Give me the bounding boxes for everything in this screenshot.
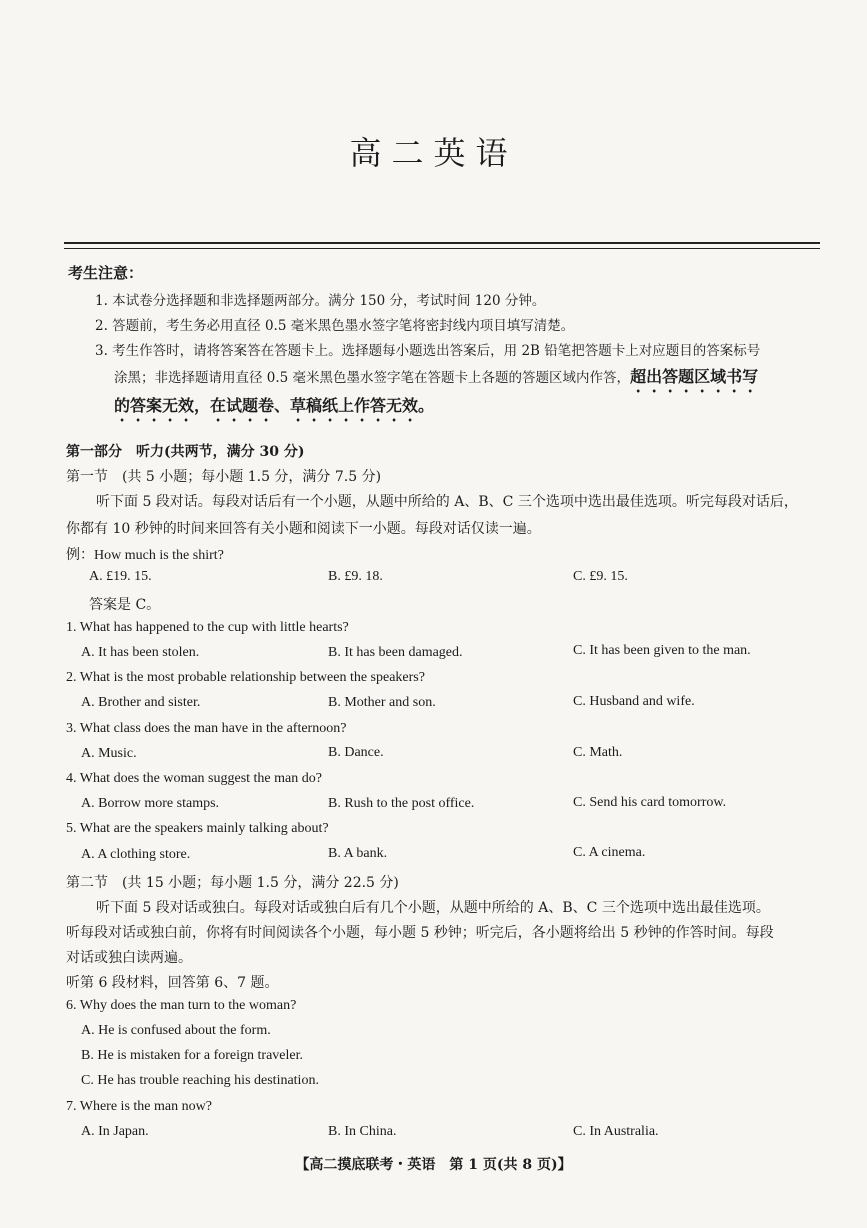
notice-item-3-line-1: 3. 考生作答时，请将答案答在答题卡上。选择题每小题选出答案后，用 2B 铅笔把答题卡上对应题目的答案标号 [95, 343, 761, 359]
question-6-option-c: C. He has trouble reaching his destination. [81, 1073, 319, 1088]
header-rule-thin [64, 248, 820, 249]
example-option-a: A. £19. 15. [89, 569, 152, 584]
section2-instructions-line-3: 对话或独白读两遍。 [66, 950, 192, 966]
question-3-option-a: A. Music. [81, 746, 137, 761]
question-5-option-a: A. A clothing store. [81, 847, 191, 862]
part1-heading: 第一部分 听力(共两节，满分 30 分) [66, 444, 305, 460]
question-7-option-b: B. In China. [328, 1124, 397, 1139]
question-1: 1. What has happened to the cup with little hearts? [66, 620, 349, 635]
page-footer: 【高二摸底联考・英语 第 1 页(共 8 页)】 [295, 1157, 572, 1173]
example-answer: 答案是 C。 [89, 597, 161, 613]
question-3: 3. What class does the man have in the afternoon? [66, 721, 347, 736]
section1-heading: 第一节 (共 5 小题；每小题 1.5 分，满分 7.5 分) [66, 469, 382, 485]
question-2-option-b: B. Mother and son. [328, 695, 436, 710]
question-6: 6. Why does the man turn to the woman? [66, 998, 297, 1013]
question-4-option-c: C. Send his card tomorrow. [573, 795, 727, 810]
question-4-option-a: A. Borrow more stamps. [81, 796, 220, 811]
example-question: 例：How much is the shirt? [66, 548, 224, 563]
question-2: 2. What is the most probable relationship between the speakers? [66, 670, 425, 685]
notice-item-3-line-3: 的答案无效，在试题卷、草稿纸上作答无效。 [114, 396, 435, 415]
question-6-option-b: B. He is mistaken for a foreign traveler. [81, 1048, 303, 1063]
material-6-heading: 听第 6 段材料，回答第 6、7 题。 [66, 975, 279, 991]
section2-heading: 第二节 (共 15 小题；每小题 1.5 分，满分 22.5 分) [66, 875, 399, 891]
page-title: 高二英语 [349, 134, 518, 172]
notice-item-2: 2. 答题前，考生务必用直径 0.5 毫米黑色墨水签字笔将密封线内项目填写清楚。 [95, 318, 575, 334]
section1-instructions-line-2: 你都有 10 秒钟的时间来回答有关小题和阅读下一小题。每段对话仅读一遍。 [66, 521, 541, 537]
question-5: 5. What are the speakers mainly talking about? [66, 821, 329, 836]
question-3-option-b: B. Dance. [328, 745, 384, 760]
question-1-option-b: B. It has been damaged. [328, 645, 463, 660]
question-6-option-a: A. He is confused about the form. [81, 1023, 271, 1038]
notice-item-3-line-2 [114, 364, 758, 396]
question-5-option-c: C. A cinema. [573, 845, 646, 860]
question-7-option-a: A. In Japan. [81, 1124, 149, 1139]
example-option-b: B. £9. 18. [328, 569, 383, 584]
question-3-option-c: C. Math. [573, 745, 623, 760]
section1-instructions-line-1: 听下面 5 段对话。每段对话后有一个小题，从题中所给的 A、B、C 三个选项中选出最佳选项。听完每段对话后， [96, 494, 798, 510]
question-7: 7. Where is the man now? [66, 1099, 212, 1114]
notice-heading: 考生注意： [68, 264, 144, 282]
question-1-option-a: A. It has been stolen. [81, 645, 200, 660]
notice-item-3-emphasis: 超出答题区域书写 [630, 367, 759, 386]
notice-item-1: 1. 本试卷分选择题和非选择题两部分。满分 150 分，考试时间 120 分钟。 [95, 293, 546, 309]
example-option-c: C. £9. 15. [573, 569, 628, 584]
question-4: 4. What does the woman suggest the man do? [66, 771, 322, 786]
section2-instructions-line-2: 听每段对话或独白前，你将有时间阅读各个小题，每小题 5 秒钟；听完后，各小题将给出 5 秒钟的作答时间。每段 [66, 925, 774, 941]
question-4-option-b: B. Rush to the post office. [328, 796, 475, 811]
question-1-option-c: C. It has been given to the man. [573, 643, 751, 658]
section2-instructions-line-1: 听下面 5 段对话或独白。每段对话或独白后有几个小题，从题中所给的 A、B、C 三个选项中选出最佳选项。 [96, 900, 770, 916]
header-rule-thick [64, 242, 820, 244]
question-2-option-a: A. Brother and sister. [81, 695, 201, 710]
question-7-option-c: C. In Australia. [573, 1124, 659, 1139]
notice-item-3-line-2-text: 涂黑；非选择题请用直径 0.5 毫米黑色墨水签字笔在答题卡上各题的答题区域内作答， [114, 370, 631, 386]
question-5-option-b: B. A bank. [328, 846, 388, 861]
question-2-option-c: C. Husband and wife. [573, 694, 695, 709]
